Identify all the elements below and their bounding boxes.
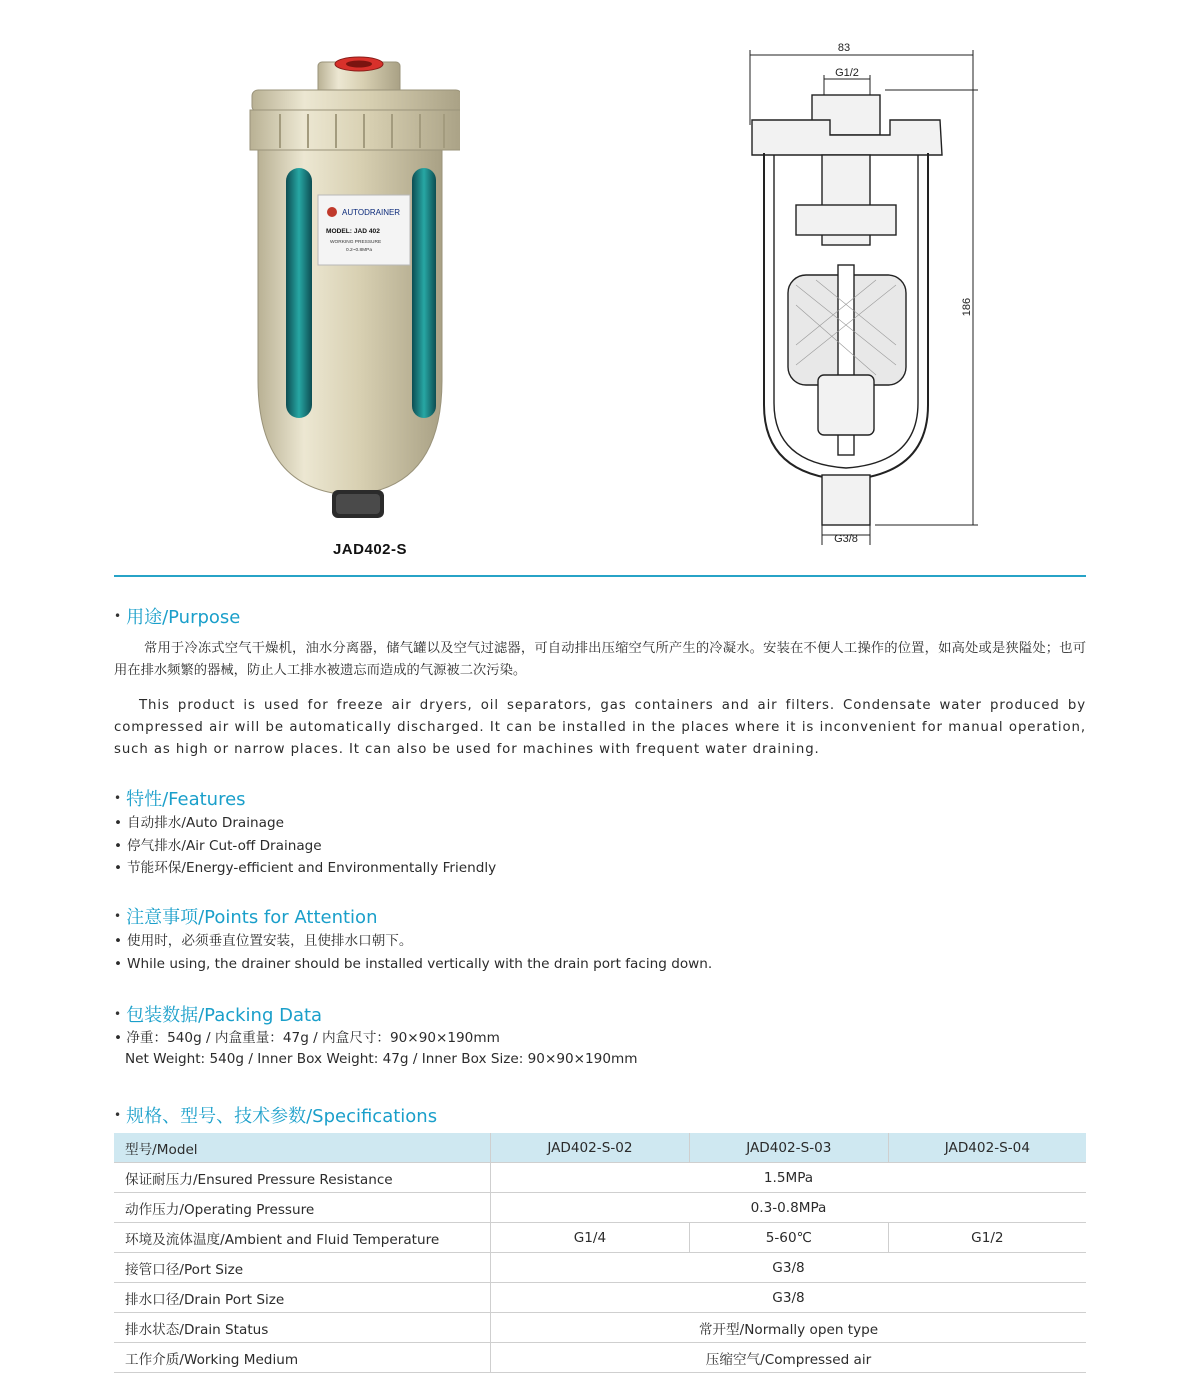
model-label: 型号/Model — [114, 1133, 491, 1163]
table-row — [114, 1193, 1086, 1223]
specs-heading: • 规格、型号、技术参数/Specifications — [114, 1106, 438, 1127]
specs-table — [114, 1133, 1086, 1373]
list-item: • 使用时，必须垂直位置安装，且使排水口朝下。 — [114, 930, 712, 953]
table-row — [114, 1163, 1086, 1193]
table-row — [114, 1253, 1086, 1283]
attention-list — [114, 930, 712, 975]
port-size-value: G3/8 — [491, 1253, 1087, 1283]
packing-heading: • 包装数据/Packing Data — [114, 1005, 323, 1026]
product-photo — [240, 50, 460, 525]
table-row — [114, 1133, 1086, 1163]
drain-port-dimension: G3/8 — [834, 533, 858, 545]
drain-status-label: 排水状态/Drain Status — [114, 1313, 491, 1343]
drain-port-label: 排水口径/Drain Port Size — [114, 1283, 491, 1313]
operating-pressure-value: 0.3-0.8MPa — [491, 1193, 1087, 1223]
label-pressure-value: 0.2~0.8MPa — [346, 248, 373, 253]
port-size-label: 接管口径/Port Size — [114, 1253, 491, 1283]
list-item: • While using, the drainer should be installed vertically with the drain port facing down. — [114, 953, 712, 976]
inlet-port-dimension: G1/2 — [835, 67, 859, 79]
packing-line-en: Net Weight: 540g / Inner Box Weight: 47g / Inner Box Size: 90×90×190mm — [125, 1050, 638, 1067]
width-dimension: 83 — [837, 42, 851, 54]
height-dimension: 186 — [961, 297, 973, 317]
temperature-label: 环境及流体温度/Ambient and Fluid Temperature — [114, 1223, 491, 1253]
packing-data — [114, 1028, 637, 1069]
drain-port-value: G3/8 — [491, 1283, 1087, 1313]
label-brand: AUTODRAINER — [342, 208, 401, 217]
model-04: JAD402-S-04 — [888, 1133, 1086, 1163]
operating-pressure-label: 动作压力/Operating Pressure — [114, 1193, 491, 1223]
drain-status-value: 常开型/Normally open type — [491, 1313, 1087, 1343]
purpose-heading: • 用途/Purpose — [114, 607, 241, 628]
pressure-resistance-value: 1.5MPa — [491, 1163, 1087, 1193]
packing-line-zh: 净重：540g / 内盒重量：47g / 内盒尺寸：90×90×190mm — [126, 1030, 500, 1046]
packing-dot: • — [114, 1030, 127, 1046]
list-item: • 节能环保/Energy-efficient and Environmentally Friendly — [114, 857, 496, 880]
table-row — [114, 1223, 1086, 1253]
features-heading: • 特性/Features — [114, 789, 246, 810]
list-item: • 自动排水/Auto Drainage — [114, 812, 496, 835]
table-row — [114, 1313, 1086, 1343]
attention-heading: • 注意事项/Points for Attention — [114, 907, 378, 928]
cross-section-drawing — [730, 35, 990, 550]
pressure-resistance-label: 保证耐压力/Ensured Pressure Resistance — [114, 1163, 491, 1193]
temperature-value-04: G1/2 — [888, 1223, 1086, 1253]
purpose-text-zh: 常用于冷冻式空气干燥机，油水分离器，储气罐以及空气过滤器，可自动排出压缩空气所产生的冷凝水。安装在不便人工操作的位置，如高处或是狭隘处；也可用在排水频繁的器械，防止人工排水被遗忘而造成的气源被二次污染。 — [114, 641, 1086, 678]
label-model: MODEL: JAD 402 — [326, 228, 380, 235]
product-caption: JAD402-S — [332, 541, 408, 558]
label-pressure-title: WORKING PRESSURE — [330, 240, 382, 245]
table-row — [114, 1283, 1086, 1313]
temperature-value-03: 5-60℃ — [689, 1223, 888, 1253]
temperature-value-02: G1/4 — [491, 1223, 690, 1253]
list-item: • 停气排水/Air Cut-off Drainage — [114, 835, 496, 858]
model-03: JAD402-S-03 — [689, 1133, 888, 1163]
medium-label: 工作介质/Working Medium — [114, 1343, 491, 1373]
medium-value: 压缩空气/Compressed air — [491, 1343, 1087, 1373]
model-02: JAD402-S-02 — [491, 1133, 690, 1163]
table-row — [114, 1343, 1086, 1373]
section-divider — [114, 575, 1086, 577]
purpose-text-en: This product is used for freeze air dryers, oil separators, gas containers and air filters. Condensate water produced by compressed air will be automatically discharged. It can be installed in the places where it is inconvenient for manual operation, such as high or narrow places. It can also be used for machines with frequent water draining. — [114, 698, 1086, 757]
features-list — [114, 812, 496, 880]
